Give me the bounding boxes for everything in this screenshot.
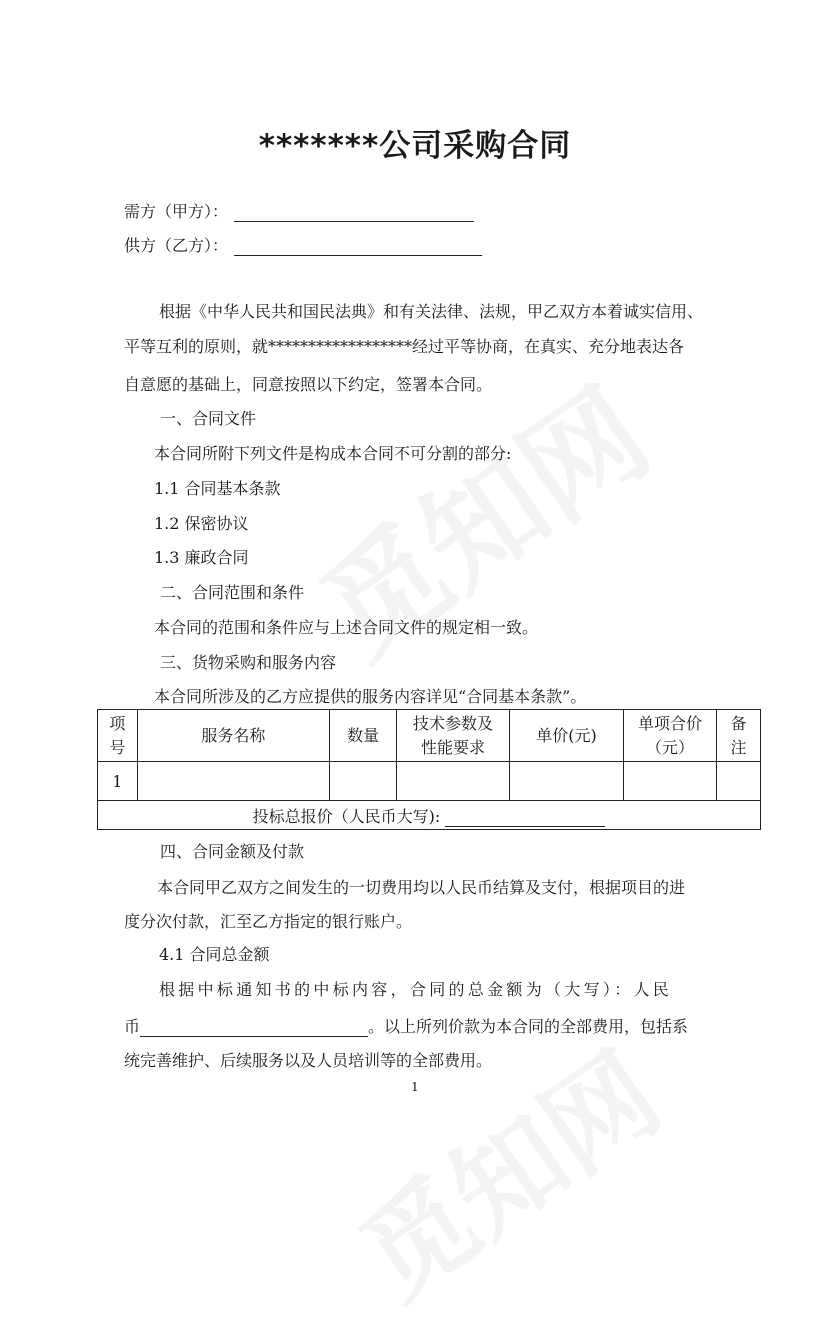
section-4-heading: 四、合同金额及付款 — [160, 842, 305, 861]
table-total-row — [98, 801, 761, 830]
column-header-price: 单价(元) — [510, 710, 624, 762]
supplier-label: 供方（乙方）： — [124, 236, 229, 255]
section-1-item: 1.3 廉政合同 — [154, 548, 249, 567]
section-1-text: 本合同所附下列文件是构成本合同不可分割的部分: — [154, 444, 512, 463]
cell-qty[interactable] — [330, 762, 397, 801]
contract-title: *******公司采购合同 — [258, 128, 572, 164]
cell-note[interactable] — [717, 762, 761, 801]
cell-spec[interactable] — [397, 762, 510, 801]
section-1-heading: 一、合同文件 — [160, 409, 257, 428]
column-header-spec: 技术参数及 性能要求 — [397, 710, 510, 762]
section-2-heading: 二、合同范围和条件 — [160, 583, 305, 602]
total-price-blank[interactable] — [445, 809, 605, 827]
cell-price[interactable] — [510, 762, 624, 801]
amount-blank[interactable] — [140, 1019, 368, 1037]
intro-line-3: 自意愿的基础上，同意按照以下约定，签署本合同。 — [124, 375, 493, 394]
cell-sum[interactable] — [623, 762, 716, 801]
section-2-text: 本合同的范围和条件应与上述合同文件的规定相一致。 — [154, 618, 539, 637]
supplier-blank[interactable] — [234, 237, 482, 256]
column-header-note: 备 注 — [717, 710, 761, 762]
amount-suffix: 。以上所列价款为本合同的全部费用，包括系 — [368, 1017, 689, 1036]
section-1-item: 1.1 合同基本条款 — [154, 479, 281, 498]
table-header-row — [98, 710, 761, 762]
amount-prefix: 币 — [124, 1017, 141, 1036]
intro-line-2: 平等互利的原则，就******************经过平等协商，在真实、充分地表达各 — [124, 337, 685, 356]
buyer-label: 需方（甲方）： — [124, 202, 229, 221]
total-price-label: 投标总报价（人民币大写): — [252, 806, 441, 826]
supplier-field — [124, 233, 482, 256]
amount-line-2 — [124, 1014, 688, 1037]
service-table — [97, 709, 761, 830]
amount-line-3: 统完善维护、后续服务以及人员培训等的全部费用。 — [124, 1051, 493, 1070]
section-3-text: 本合同所涉及的乙方应提供的服务内容详见“合同基本条款”。 — [154, 687, 587, 706]
column-header-name: 服务名称 — [137, 710, 329, 762]
section-4-line-1: 本合同甲乙双方之间发生的一切费用均以人民币结算及支付，根据项目的进 — [157, 878, 686, 897]
buyer-field — [124, 199, 474, 222]
table-row — [98, 762, 761, 801]
cell-no: 1 — [98, 762, 138, 801]
intro-line-1: 根据《中华人民共和国民法典》和有关法律、法规，甲乙双方本着诚实信用、 — [159, 302, 704, 321]
total-price-cell — [98, 801, 761, 830]
buyer-blank[interactable] — [234, 203, 474, 222]
column-header-sum: 单项合价 （元） — [623, 710, 716, 762]
page-number: 1 — [411, 1080, 419, 1094]
column-header-qty: 数量 — [330, 710, 397, 762]
subsection-4-1-heading: 4.1 合同总金额 — [159, 945, 270, 964]
cell-name[interactable] — [137, 762, 329, 801]
section-3-heading: 三、货物采购和服务内容 — [160, 653, 337, 672]
amount-line-1: 根据中标通知书的中标内容，合同的总金额为（大写）：人民 — [159, 980, 673, 999]
column-header-no: 项 号 — [98, 710, 138, 762]
section-4-line-2: 度分次付款，汇至乙方指定的银行账户。 — [124, 912, 413, 931]
section-1-item: 1.2 保密协议 — [154, 514, 249, 533]
